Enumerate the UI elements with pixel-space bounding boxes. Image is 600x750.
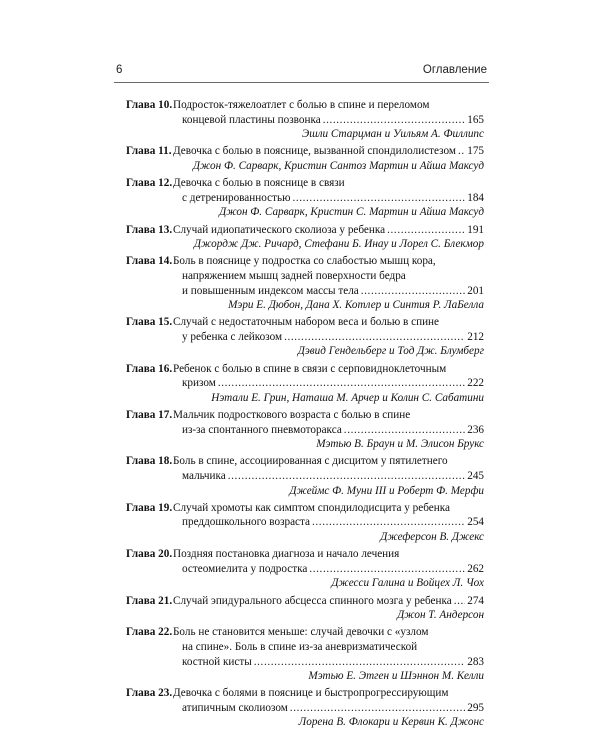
chapter-number: Глава 20. — [126, 548, 173, 561]
chapter-title-final-line — [173, 562, 484, 577]
chapter-number: Глава 11. — [126, 145, 172, 158]
running-header — [114, 60, 489, 83]
page-reference: 222 — [467, 377, 484, 390]
chapter-number: Глава 21. — [126, 594, 173, 607]
chapter-title-line: Девочка с болью в пояснице в связи — [173, 177, 345, 190]
chapter-title-final-line — [173, 423, 484, 438]
chapter-number: Глава 19. — [126, 501, 173, 514]
page-reference: 184 — [467, 191, 484, 204]
chapter-title-final-line — [173, 376, 484, 391]
dot-leader — [218, 376, 465, 391]
chapter-title-line: Боль в пояснице у подростка со слабостью мышц кора, — [173, 255, 436, 268]
chapter-number: Глава 14. — [126, 255, 173, 268]
toc-entry — [126, 547, 484, 591]
chapter-title-line: Случай идиопатического сколиоза у ребенка — [173, 223, 386, 236]
dot-leader — [454, 594, 466, 609]
toc-entry — [126, 362, 484, 406]
chapter-title-line: с детренированностью — [182, 191, 291, 204]
toc-entry — [126, 254, 484, 312]
chapter-number: Глава 10. — [126, 99, 173, 111]
chapter-number: Глава 12. — [126, 177, 173, 190]
chapter-title-line: Случай с недостаточным набором веса и болью в спине — [173, 316, 440, 329]
chapter-number: Глава 16. — [126, 362, 173, 375]
toc-entry — [126, 501, 484, 545]
chapter-title-line: Поздняя постановка диагноза и начало лечения — [173, 548, 400, 561]
chapter-title-line: кризом — [182, 377, 216, 390]
chapter-title-line: мальчика — [182, 470, 226, 482]
page-reference: 191 — [467, 223, 484, 236]
chapter-title-line: Боль в спине, ассоциированная с дисцитом у пятилетнего — [173, 455, 448, 468]
chapter-number: Глава 15. — [126, 316, 173, 329]
toc-entry — [126, 144, 484, 173]
chapter-title-line: Случай хромоты как симптом спондилодисцита у ребенка — [173, 501, 450, 514]
chapter-authors: Мэтью Е. Этген и Шэннон М. Келли — [308, 670, 484, 683]
page-reference: 175 — [467, 145, 484, 158]
toc-entry — [126, 408, 484, 452]
dot-leader — [361, 284, 465, 299]
page-reference: 295 — [467, 701, 484, 714]
dot-leader — [254, 655, 465, 670]
page-reference: 254 — [467, 516, 484, 529]
toc-entry — [126, 315, 484, 359]
dot-leader — [387, 223, 465, 238]
chapter-authors: Джеймс Ф. Муни III и Роберт Ф. Мерфи — [289, 484, 484, 497]
chapter-title-final-line — [173, 191, 484, 206]
chapter-authors: Мэтью В. Браун и М. Элисон Брукс — [316, 438, 484, 451]
chapter-title-line: атипичным сколиозом — [182, 701, 288, 714]
dot-leader — [292, 191, 465, 206]
chapter-title-line: Мальчик подросткового возраста с болью в спине — [173, 409, 411, 422]
dot-leader — [312, 515, 465, 530]
dot-leader — [290, 701, 465, 716]
chapter-title-line: Девочка с болью в пояснице, вызванной спондилолистезом — [173, 145, 456, 158]
page-number: 6 — [116, 64, 123, 76]
chapter-authors: Джон Т. Андерсон — [397, 609, 484, 622]
chapter-authors: Джон Ф. Сарварк, Кристин С. Мартин и Айша Максуд — [219, 206, 484, 219]
chapter-authors: Эшли Старцман и Уильям А. Филлипс — [301, 128, 484, 141]
chapter-authors: Джордж Дж. Ричард, Стефани Б. Инау и Лорел С. Блекмор — [193, 238, 484, 251]
chapter-title-final-line — [173, 594, 484, 609]
chapter-title-line: костной кисты — [182, 655, 252, 668]
toc-entry — [126, 98, 484, 142]
chapter-title-line: Ребенок с болью в спине в связи с серповидноклеточным — [173, 362, 447, 375]
chapter-number: Глава 22. — [126, 626, 173, 639]
toc-entry — [126, 454, 484, 498]
chapter-title-final-line — [173, 284, 484, 299]
chapter-authors: Джон Ф. Сарварк, Кристин Сантоз Мартин и Айша Максуд — [192, 159, 484, 172]
page-reference: 212 — [467, 330, 484, 343]
toc-entry — [126, 594, 484, 623]
page-reference: 245 — [467, 470, 484, 482]
toc-entry — [126, 625, 484, 683]
chapter-title-line: Боль не становится меньше: случай девочки с «узлом — [173, 626, 429, 639]
chapter-title-line: остеомиелита у подростка — [182, 562, 308, 575]
toc-entry — [126, 686, 484, 730]
chapter-title-line: концевой пластины позвонка — [182, 113, 321, 126]
chapter-number: Глава 18. — [126, 455, 173, 468]
chapter-title-final-line — [173, 144, 484, 159]
chapter-authors: Дэвид Гендельберг и Тод Дж. Блумберг — [297, 345, 484, 358]
toc-entry — [126, 176, 484, 220]
toc-entry — [126, 223, 484, 252]
chapter-title-line: преддошкольного возраста — [182, 516, 311, 529]
page-reference: 262 — [467, 562, 484, 575]
chapter-number: Глава 13. — [126, 223, 173, 236]
dot-leader — [458, 144, 465, 159]
table-of-contents — [126, 98, 484, 733]
chapter-number: Глава 23. — [126, 687, 173, 700]
section-title: Оглавление — [422, 64, 487, 76]
chapter-authors: Нэтали Е. Грин, Наташа М. Арчер и Колин С. Сабатини — [211, 391, 484, 404]
chapter-title-final-line — [173, 655, 484, 670]
chapter-title-line: у ребенка с лейкозом — [182, 330, 283, 343]
chapter-title-line: из-за спонтанного пневмоторакса — [182, 423, 342, 436]
chapter-number: Глава 17. — [126, 409, 173, 422]
chapter-title-final-line — [173, 223, 484, 238]
chapter-authors: Мэри Е. Дюбон, Дана Х. Котлер и Синтия Р. ЛаБелла — [228, 299, 484, 312]
dot-leader — [309, 562, 465, 577]
chapter-title-line: Подросток-тяжелоатлет с болью в спине и переломом — [173, 99, 430, 111]
chapter-title-final-line — [173, 701, 484, 716]
chapter-title-final-line — [173, 330, 484, 345]
chapter-title-final-line — [173, 113, 484, 128]
page-reference: 236 — [467, 423, 484, 436]
dot-leader — [284, 330, 465, 345]
page-reference: 274 — [467, 594, 484, 607]
dot-leader — [323, 113, 466, 128]
chapter-title-final-line — [173, 469, 484, 484]
dot-leader — [228, 469, 465, 484]
chapter-title-line: на спине». Боль в спине из-за аневризматической — [182, 640, 418, 653]
chapter-title-line: и повышенным индексом массы тела — [182, 284, 359, 297]
chapter-title-line: Случай эпидурального абсцесса спинного мозга у ребенка — [173, 594, 452, 607]
page-reference: 201 — [467, 284, 484, 297]
dot-leader — [344, 423, 465, 438]
page-reference: 165 — [467, 113, 484, 126]
chapter-authors: Джесси Галина и Войцех Л. Чох — [331, 577, 484, 590]
chapter-authors: Джеферсон В. Джекс — [380, 530, 484, 543]
chapter-title-line: Девочка с болями в пояснице и быстропрогрессирующим — [173, 687, 449, 700]
chapter-title-final-line — [173, 515, 484, 530]
chapter-title-line: напряжением мышц задней поверхности бедра — [182, 269, 406, 282]
page-reference: 283 — [467, 655, 484, 668]
chapter-authors: Лорена В. Флокари и Кервин К. Джонс — [298, 716, 484, 729]
